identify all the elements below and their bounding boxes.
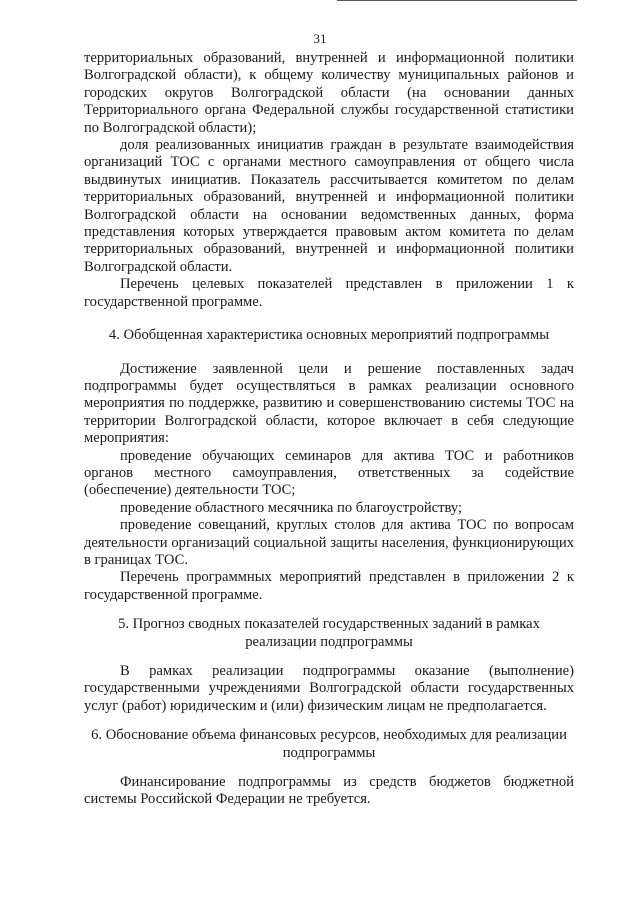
- paragraph-8: Перечень программных мероприятий представлен в приложении 2 к государственной программе.: [84, 569, 574, 603]
- paragraph-5: проведение обучающих семинаров для актива ТОС и работников органов местного самоуправления, ответственных за содействие (обеспечение) деятельности ТОС;: [84, 447, 574, 499]
- section-heading-6: 6. Обоснование объема финансовых ресурсов, необходимых для реализации подпрограммы: [91, 727, 567, 761]
- paragraph-6: проведение областного месячника по благоустройству;: [120, 499, 463, 516]
- paragraph-7: проведение совещаний, круглых столов для актива ТОС по вопросам деятельности организаций социальной защиты населения, функционирующих в границах ТОС.: [84, 517, 574, 568]
- paragraph-1: территориальных образований, внутренней и информационной политики Волгоградской области), к общему количеству муниципальных районов и городских округов Волгоградской области (на основании данных Территориального органа Федеральной службы государственной статистики по Волгоградской области);: [84, 50, 574, 136]
- paragraph-2: доля реализованных инициатив граждан в результате взаимодействия организаций ТОС с органами местного самоуправления от общего числа выдвинутых инициатив. Показатель рассчитывается комитетом по делам территориальных образований, внутренней и информационной политики Волгоградской области на основании ведомственных данных, форма представления которых утверждается правовым актом комитета по делам территориальных образований, внутренней и информационной политики Волгоградской области.: [84, 137, 574, 275]
- paragraph-3: Перечень целевых показателей представлен в приложении 1 к государственной программе.: [84, 276, 574, 310]
- paragraph-4: Достижение заявленной цели и решение поставленных задач подпрограммы будет осуществляться в рамках реализации основного мероприятия по поддержке, развитию и совершенствованию системы ТОС на территории Волгоградской области, которое включает в себя следующие мероприятия:: [84, 360, 574, 447]
- page-number: 31: [313, 31, 327, 46]
- section-heading-4: 4. Обобщенная характеристика основных мероприятий подпрограммы: [108, 327, 550, 344]
- paragraph-9: В рамках реализации подпрограммы оказание (выполнение) государственными учреждениями Волгоградской области государственных услуг (работ) юридическим и (или) физическим лицам не предполагается.: [84, 663, 574, 714]
- paragraph-10: Финансирование подпрограммы из средств бюджетов бюджетной системы Российской Федерации не требуется.: [84, 774, 574, 808]
- top-rule: [337, 0, 577, 1]
- document-body: [84, 50, 574, 809]
- section-heading-5: 5. Прогноз сводных показателей государственных заданий в рамках реализации подпрограммы: [118, 616, 540, 650]
